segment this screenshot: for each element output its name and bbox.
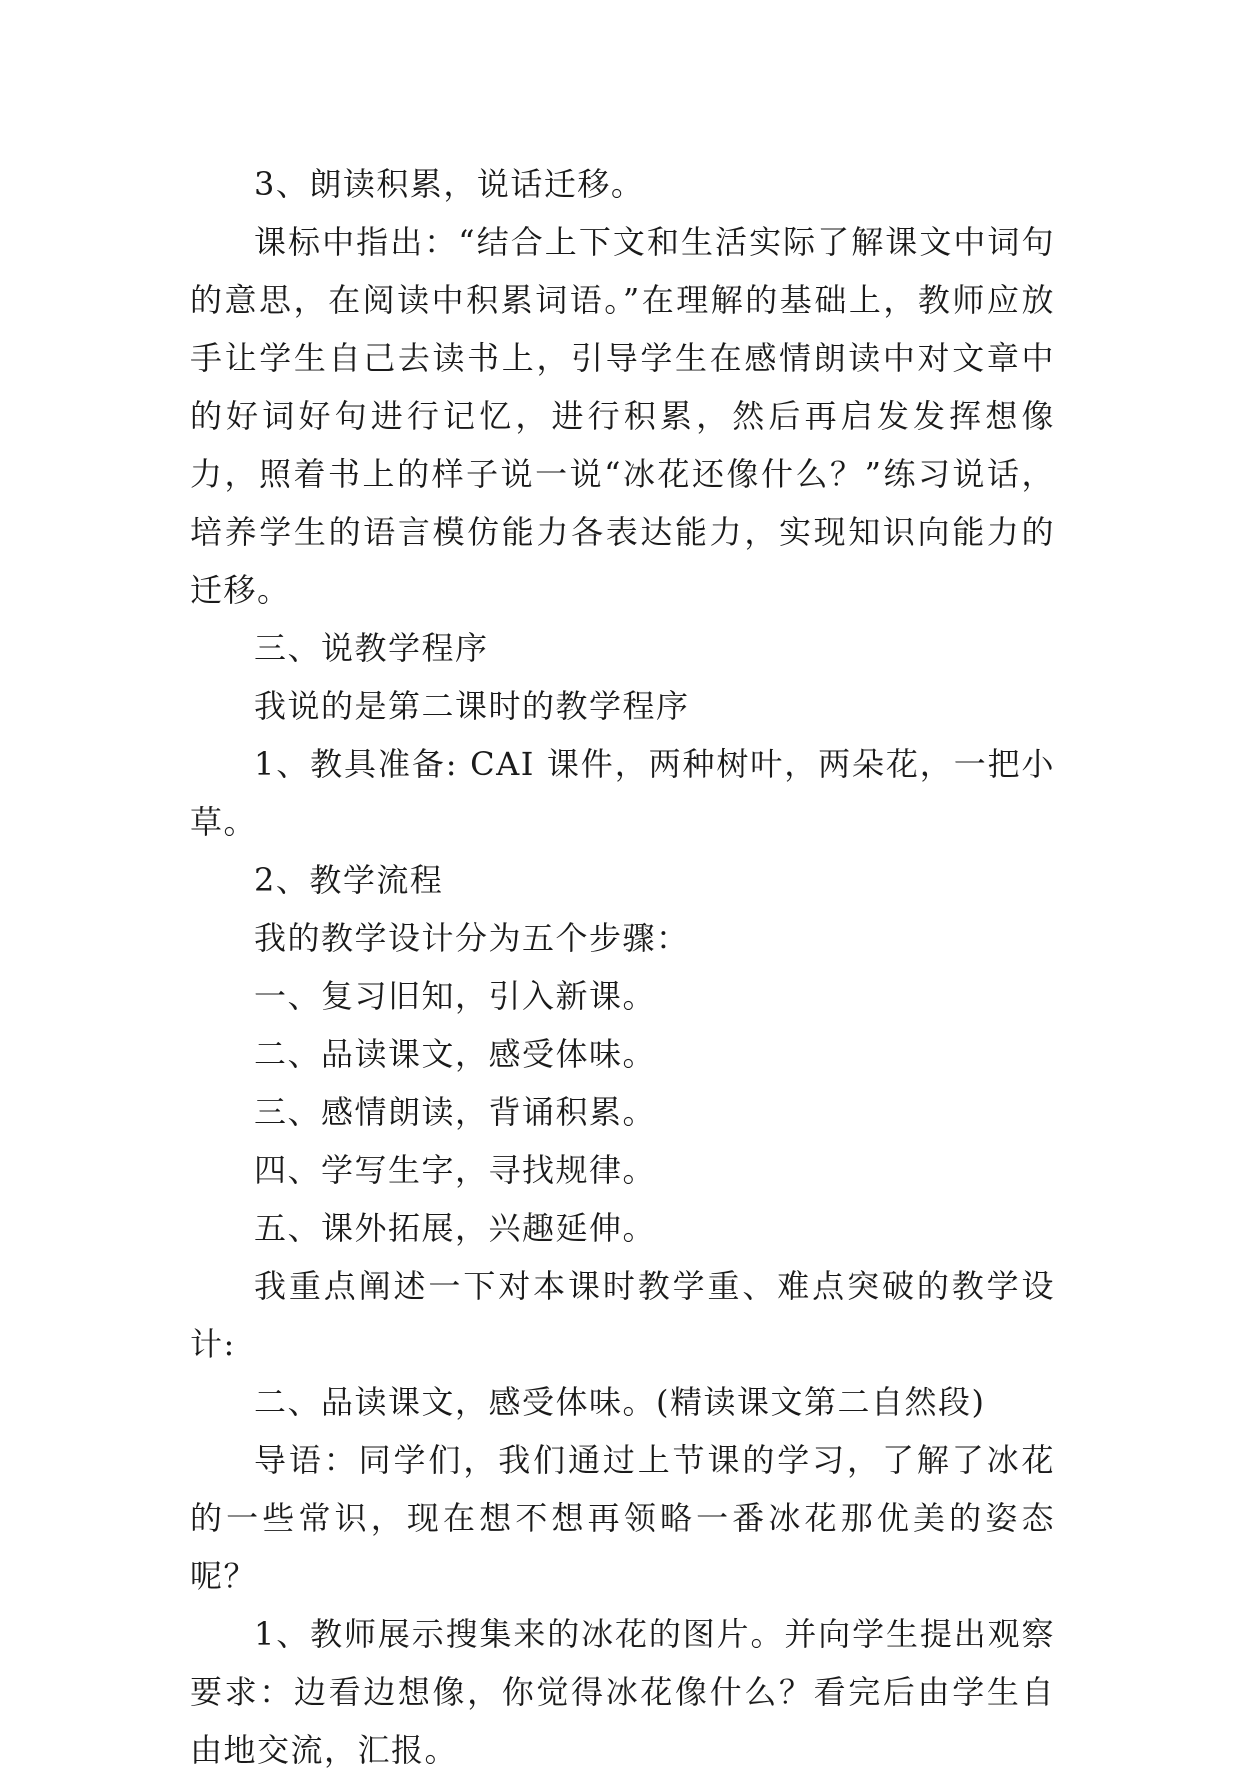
- paragraph: 二、品读课文，感受体味。: [254, 1035, 657, 1073]
- paragraph: 二、品读课文，感受体味。(精读课文第二自然段): [254, 1383, 986, 1421]
- paragraph: 1、教师展示搜集来的冰花的图片。并向学生提出观察要求：边看边想像，你觉得冰花像什么？看完后由学生自由地交流，汇报。: [190, 1615, 1055, 1769]
- paragraph: 一、复习旧知，引入新课。: [254, 977, 657, 1015]
- paragraph: 五、课外拓展，兴趣延伸。: [254, 1209, 657, 1247]
- paragraph: 我说的是第二课时的教学程序: [254, 687, 690, 725]
- paragraph: 1、教具准备: CAI 课件，两种树叶，两朵花，一把小草。: [190, 745, 1055, 841]
- paragraph: 我重点阐述一下对本课时教学重、难点突破的教学设计:: [190, 1267, 1055, 1363]
- paragraph: 三、说教学程序: [254, 629, 489, 667]
- paragraph: 四、学写生字，寻找规律。: [254, 1151, 657, 1189]
- paragraph: 课标中指出：“结合上下文和生活实际了解课文中词句的意思，在阅读中积累词语。”在理解的基础上，教师应放手让学生自己去读书上，引导学生在感情朗读中对文章中的好词好句进行记忆，进行积累，然后再启发发挥想像力，照着书上的样子说一说“冰花还像什么？”练习说话，培养学生的语言模仿能力各表达能力，实现知识向能力的迁移。: [190, 223, 1055, 609]
- paragraph: 2、教学流程: [254, 861, 444, 899]
- paragraph: 3、朗读积累，说话迁移。: [254, 165, 645, 203]
- paragraph: 我的教学设计分为五个步骤：: [254, 919, 690, 957]
- paragraph: 导语：同学们，我们通过上节课的学习，了解了冰花的一些常识，现在想不想再领略一番冰花那优美的姿态呢？: [190, 1441, 1055, 1595]
- document-body: [190, 155, 1055, 1779]
- paragraph: 三、感情朗读，背诵积累。: [254, 1093, 657, 1131]
